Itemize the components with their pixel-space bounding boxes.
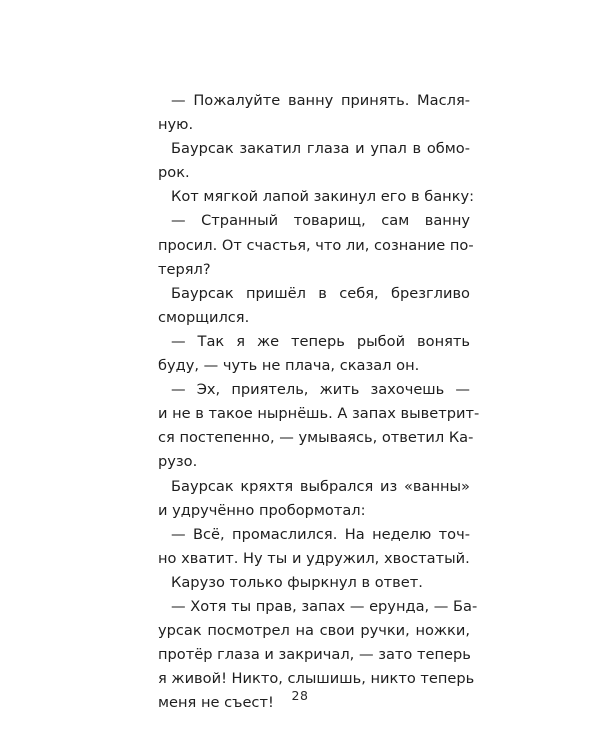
text-line: Баурсак кряхтя выбрался из «ванны» <box>171 477 470 495</box>
text-line: и удручённо пробормотал: <box>158 501 366 519</box>
text-line: протёр глаза и закричал, — зато теперь <box>158 646 471 664</box>
text-line: ся постепенно, — умываясь, ответил Ка- <box>158 429 474 447</box>
text-line: меня не съест! <box>158 694 274 712</box>
text-line: Карузо только фыркнул в ответ. <box>171 573 423 591</box>
text-line: Баурсак закатил глаза и упал в обмо- <box>171 140 470 158</box>
text-line: — Так я же теперь рыбой вонять <box>171 332 470 350</box>
text-line: но хватит. Ну ты и удружил, хвостатый. <box>158 549 470 567</box>
text-line: — Всё, промаслился. На неделю точ- <box>171 525 470 543</box>
text-line: — Пожалуйте ванну принять. Масля- <box>171 92 470 109</box>
text-line: — Хотя ты прав, запах — ерунда, — Ба- <box>171 597 478 615</box>
page-body-text <box>158 89 480 715</box>
text-line: сморщился. <box>158 308 250 326</box>
text-line: рузо. <box>158 453 198 471</box>
text-line: — Странный товарищ, сам ванну <box>171 212 470 230</box>
text-line: терял? <box>158 260 211 278</box>
text-line: ную. <box>158 116 194 134</box>
text-line: и не в такое нырнёшь. А запах выветрит- <box>158 405 480 423</box>
text-line: урсак посмотрел на свои ручки, ножки, <box>158 622 470 640</box>
text-line: буду, — чуть не плача, сказал он. <box>158 357 420 375</box>
text-line: просил. От счастья, что ли, сознание по- <box>158 236 474 254</box>
text-line: — Эх, приятель, жить захочешь — <box>171 381 470 399</box>
text-line: Баурсак пришёл в себя, брезгливо <box>171 284 470 302</box>
text-line: я живой! Никто, слышишь, никто теперь <box>158 670 475 688</box>
text-line: рок. <box>158 164 190 182</box>
page-number: 28 <box>291 688 309 703</box>
text-line: Кот мягкой лапой закинул его в банку: <box>171 188 475 206</box>
